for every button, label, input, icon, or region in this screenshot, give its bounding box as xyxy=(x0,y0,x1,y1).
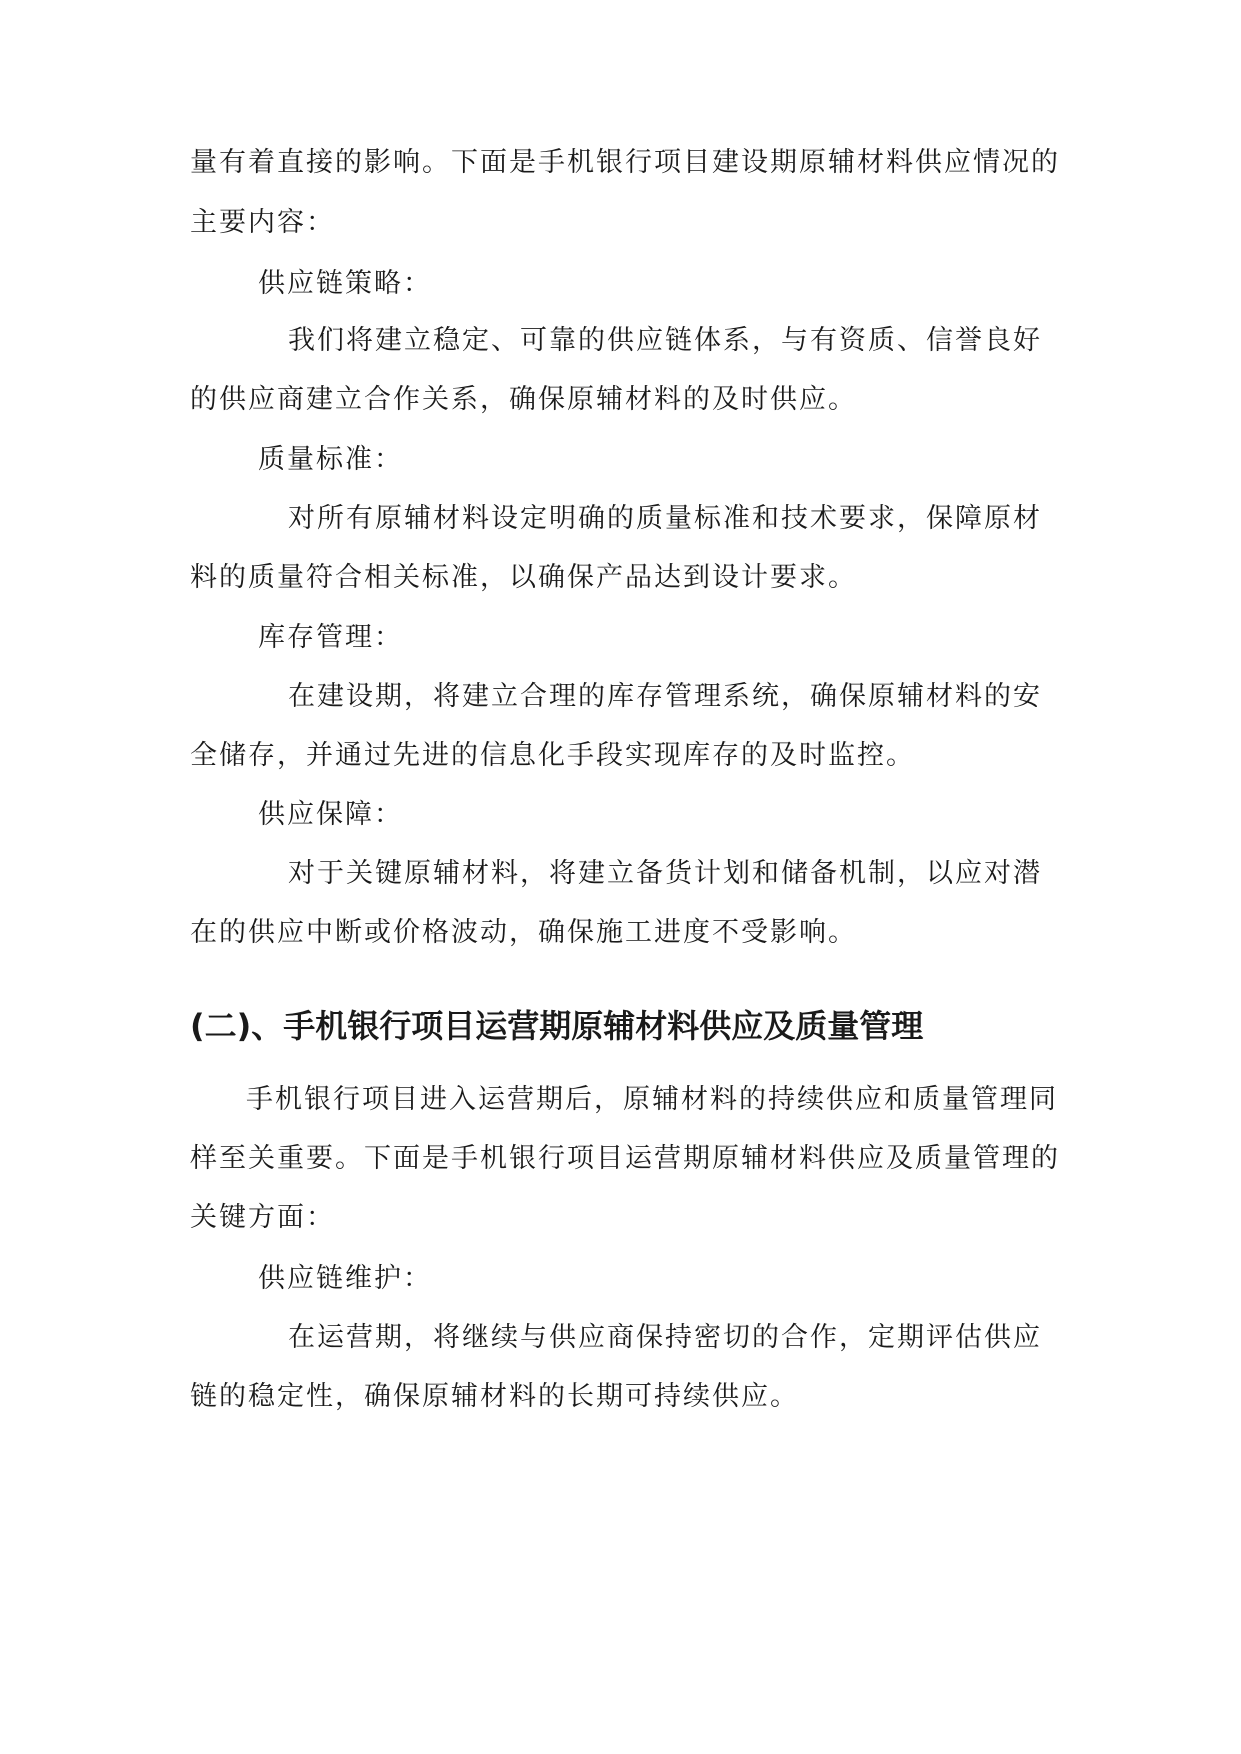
paragraph-line: 样至关重要。下面是手机银行项目运营期原辅材料供应及质量管理的 xyxy=(190,1143,1060,1174)
paragraph-line: 链的稳定性，确保原辅材料的长期可持续供应。 xyxy=(190,1381,799,1412)
paragraph-line: 的供应商建立合作关系，确保原辅材料的及时供应。 xyxy=(190,384,857,415)
paragraph-line: 手机银行项目进入运营期后，原辅材料的持续供应和质量管理同 xyxy=(246,1084,1058,1115)
item-title-supply-guarantee: 供应保障： xyxy=(258,799,403,830)
section-heading: (二)、手机银行项目运营期原辅材料供应及质量管理 xyxy=(190,1007,924,1045)
paragraph-line: 关键方面： xyxy=(190,1202,335,1233)
item-title-inventory-management: 库存管理： xyxy=(258,622,403,653)
paragraph-line: 对所有原辅材料设定明确的质量标准和技术要求，保障原材 xyxy=(288,503,1042,534)
paragraph-line: 量有着直接的影响。下面是手机银行项目建设期原辅材料供应情况的 xyxy=(190,147,1060,178)
paragraph-line: 我们将建立稳定、可靠的供应链体系，与有资质、信誉良好 xyxy=(288,325,1042,356)
item-title-quality-standard: 质量标准： xyxy=(258,444,403,475)
paragraph-line: 料的质量符合相关标准，以确保产品达到设计要求。 xyxy=(190,562,857,593)
paragraph-line: 在建设期，将建立合理的库存管理系统，确保原辅材料的安 xyxy=(288,681,1042,712)
paragraph-line: 在运营期，将继续与供应商保持密切的合作，定期评估供应 xyxy=(288,1322,1042,1353)
item-title-supply-chain-strategy: 供应链策略： xyxy=(258,268,432,299)
item-title-supply-chain-maintenance: 供应链维护： xyxy=(258,1263,432,1294)
paragraph-line: 主要内容： xyxy=(190,207,335,238)
paragraph-line: 在的供应中断或价格波动，确保施工进度不受影响。 xyxy=(190,917,857,948)
paragraph-line: 对于关键原辅材料，将建立备货计划和储备机制，以应对潜 xyxy=(288,858,1042,889)
paragraph-line: 全储存，并通过先进的信息化手段实现库存的及时监控。 xyxy=(190,740,915,771)
